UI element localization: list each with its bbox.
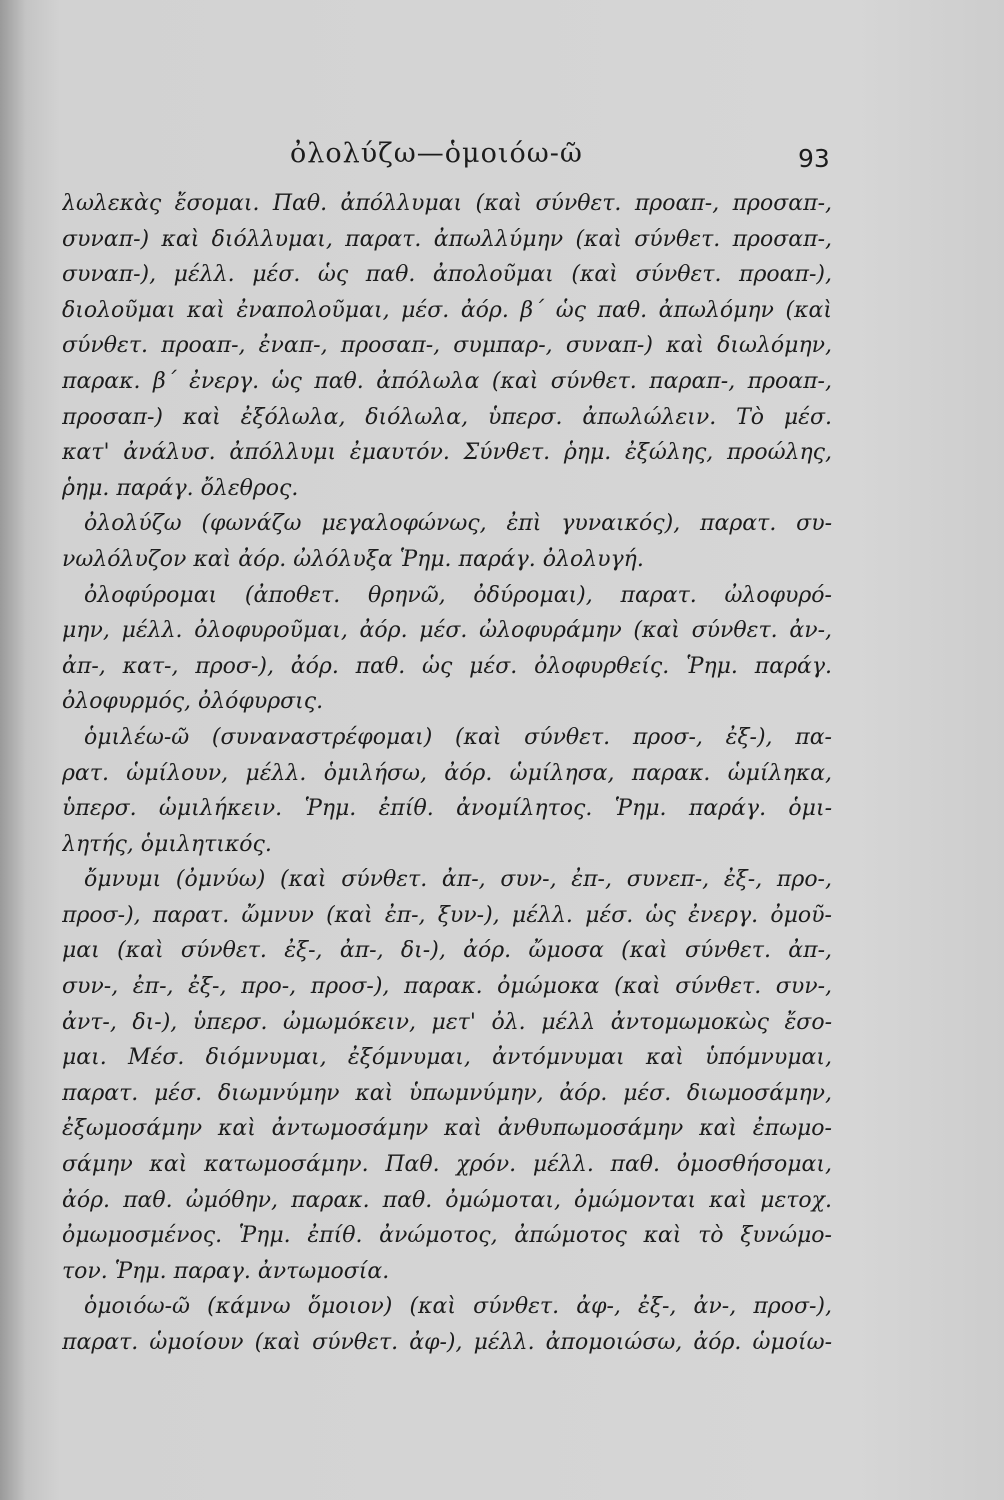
text-line: μην, μέλλ. ὀλοφυροῦμαι, ἀόρ. μέσ. ὠλοφυράμην (καὶ σύνθετ. ἀν-, xyxy=(62,618,832,644)
text-line: παρατ. ὡμοίουν (καὶ σύνθετ. ἀφ-), μέλλ. ἀπομοιώσω, ἀόρ. ὡμοίω- xyxy=(62,1330,832,1355)
text-line: ῥημ. παράγ. ὄλεθρος. xyxy=(62,475,299,501)
text-line: ὁμιλέω-ῶ (συναναστρέφομαι) (καὶ σύνθετ. προσ-, ἐξ-), πα- xyxy=(84,724,832,750)
text-line: ὀλοφύρομαι (ἀποθετ. θρηνῶ, ὀδύρομαι), παρατ. ὠλοφυρό- xyxy=(84,582,832,608)
text-line: προσ-), παρατ. ὤμνυν (καὶ ἐπ-, ξυν-), μέλλ. μέσ. ὡς ἐνεργ. ὀμοῦ- xyxy=(62,902,832,928)
running-head: ὀλολύζω—ὁμοιόω-ῶ xyxy=(290,138,583,169)
text-line: νωλόλυζον καὶ ἀόρ. ὠλόλυξα Ῥημ. παράγ. ὀλολυγή. xyxy=(62,546,644,572)
text-line: ὄμνυμι (ὀμνύω) (καὶ σύνθετ. ἀπ-, συν-, ἐπ-, συνεπ-, ἐξ-, προ-, xyxy=(84,867,832,893)
text-line: παρατ. μέσ. διωμνύμην καὶ ὑπωμνύμην, ἀόρ. μέσ. διωμοσάμην, xyxy=(62,1080,832,1106)
text-line: ἀπ-, κατ-, προσ-), ἀόρ. παθ. ὡς μέσ. ὀλοφυρθείς. Ῥημ. παράγ. xyxy=(62,653,832,679)
text-line: παρακ. β΄ ἐνεργ. ὡς παθ. ἀπόλωλα (καὶ σύνθετ. παραπ-, προαπ-, xyxy=(62,368,832,394)
text-line: ὁμοιόω-ῶ (κάμνω ὅμοιον) (καὶ σύνθετ. ἀφ-, ἐξ-, ἀν-, προσ-), xyxy=(84,1294,832,1320)
text-line: σύνθετ. προαπ-, ἐναπ-, προσαπ-, συμπαρ-, συναπ-) καὶ διωλόμην, xyxy=(62,333,832,359)
text-line: ρατ. ὡμίλουν, μέλλ. ὁμιλήσω, ἀόρ. ὡμίλησα, παρακ. ὡμίληκα, xyxy=(62,760,832,786)
text-line: ὀλοφυρμός, ὀλόφυρσις. xyxy=(62,689,324,715)
text-line: ὀλολύζω (φωνάζω μεγαλοφώνως, ἐπὶ γυναικός), παρατ. συ- xyxy=(84,511,832,537)
text-line: ὑπερσ. ὡμιλήκειν. Ῥημ. ἐπίθ. ἀνομίλητος. Ῥημ. παράγ. ὁμι- xyxy=(62,796,832,822)
text-line: διολοῦμαι καὶ ἐναπολοῦμαι, μέσ. ἀόρ. β΄ ὡς παθ. ἀπωλόμην (καὶ xyxy=(62,297,832,323)
text-line: κατ' ἀνάλυσ. ἀπόλλυμι ἐμαυτόν. Σύνθετ. ῥημ. ἐξώλης, προώλης, xyxy=(62,440,832,466)
text-line: ὀμωμοσμένος. Ῥημ. ἐπίθ. ἀνώμοτος, ἀπώμοτος καὶ τὸ ξυνώμο- xyxy=(62,1223,832,1249)
text-line: ἐξωμοσάμην καὶ ἀντωμοσάμην καὶ ἀνθυπωμοσάμην καὶ ἐπωμο- xyxy=(62,1116,832,1142)
text-line: λωλεκὰς ἔσομαι. Παθ. ἀπόλλυμαι (καὶ σύνθετ. προαπ-, προσαπ-, xyxy=(62,191,832,216)
page-header xyxy=(0,138,1004,178)
page-number: 93 xyxy=(798,144,830,173)
text-line: σάμην καὶ κατωμοσάμην. Παθ. χρόν. μέλλ. παθ. ὀμοσθήσομαι, xyxy=(62,1152,832,1178)
text-line: τον. Ῥημ. παραγ. ἀντωμοσία. xyxy=(62,1258,390,1284)
text-line: ἀόρ. παθ. ὠμόθην, παρακ. παθ. ὀμώμοται, ὀμώμονται καὶ μετοχ. xyxy=(62,1187,832,1213)
text-line: προσαπ-) καὶ ἐξόλωλα, διόλωλα, ὑπερσ. ἀπωλώλειν. Τὸ μέσ. xyxy=(62,404,832,430)
text-line: συν-, ἐπ-, ἐξ-, προ-, προσ-), παρακ. ὀμώμοκα (καὶ σύνθετ. συν-, xyxy=(62,974,832,1000)
text-line: ἀντ-, δι-), ὑπερσ. ὠμωμόκειν, μετ' ὀλ. μέλλ ἀντομωμοκὼς ἔσο- xyxy=(62,1009,832,1035)
text-line: συναπ-), μέλλ. μέσ. ὡς παθ. ἀπολοῦμαι (καὶ σύνθετ. προαπ-), xyxy=(62,262,832,288)
text-line: λητής, ὁμιλητικός. xyxy=(62,831,272,857)
text-line: μαι. Μέσ. διόμνυμαι, ἐξόμνυμαι, ἀντόμνυμαι καὶ ὑπόμνυμαι, xyxy=(62,1045,832,1071)
text-line: συναπ-) καὶ διόλλυμαι, παρατ. ἀπωλλύμην (καὶ σύνθετ. προσαπ-, xyxy=(62,226,832,252)
entry-text-column xyxy=(62,186,832,1361)
text-line: μαι (καὶ σύνθετ. ἐξ-, ἀπ-, δι-), ἀόρ. ὤμοσα (καὶ σύνθετ. ἀπ-, xyxy=(62,938,832,964)
